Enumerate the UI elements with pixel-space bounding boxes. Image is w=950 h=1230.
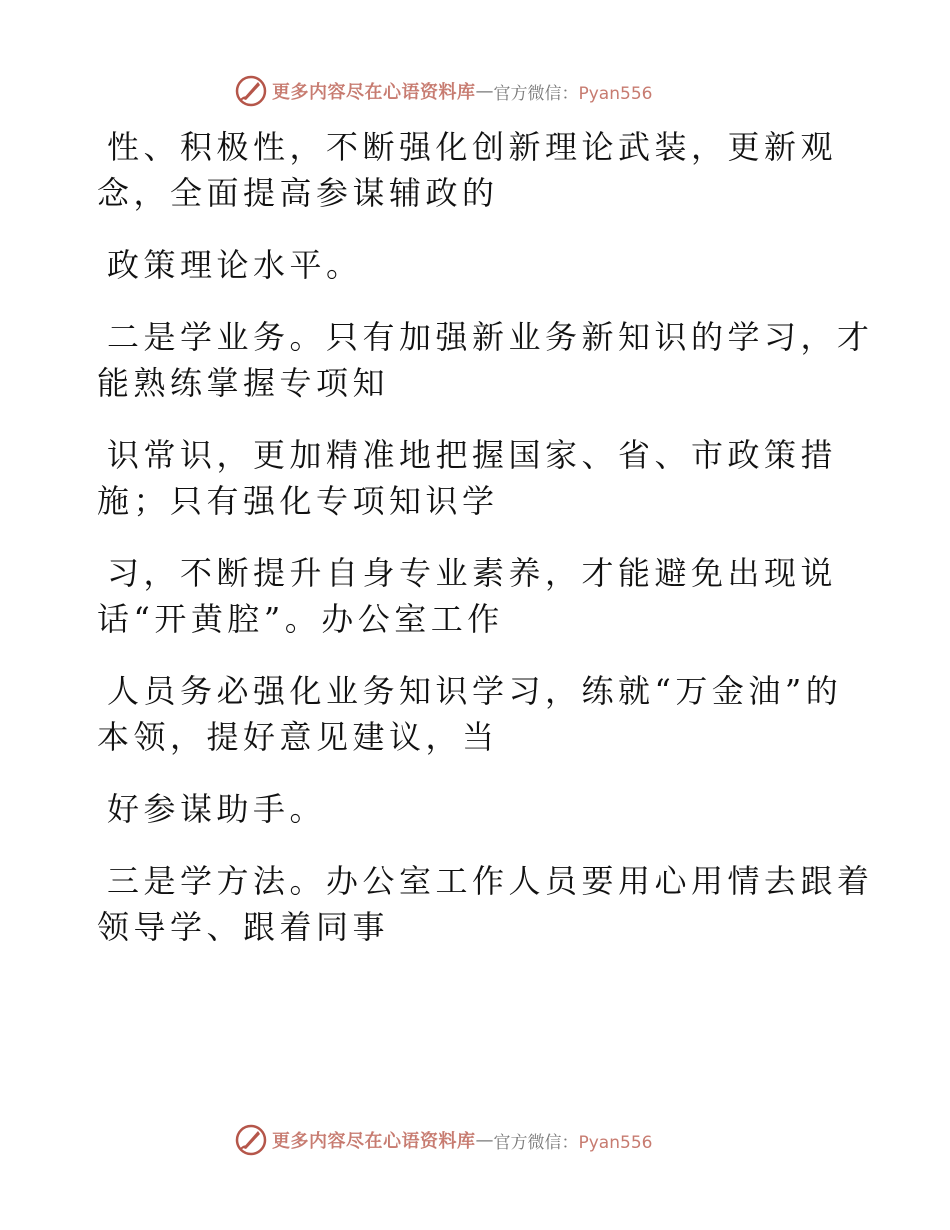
- paragraph: [97, 550, 857, 642]
- paragraph-line: 二是学业务。只有加强新业务新知识的学习，才: [107, 318, 874, 356]
- watermark-main-text: 更多内容尽在心语资料库: [272, 1131, 476, 1152]
- watermark-wechat: [494, 1128, 653, 1153]
- watermark-wechat-label: 官方微信：: [493, 83, 579, 104]
- paragraph-line: 施；只有强化专项知识学: [97, 482, 499, 520]
- watermark-dash: —: [475, 1129, 494, 1151]
- watermark-main-text: 更多内容尽在心语资料库: [272, 82, 476, 103]
- paragraph-line: 政策理论水平。: [107, 246, 363, 284]
- paragraph-line: 话“开黄腔”。办公室工作: [97, 600, 504, 638]
- watermark-dash: —: [475, 80, 494, 102]
- header-watermark: [234, 71, 652, 111]
- paragraph-line: 念，全面提高参谋辅政的: [97, 174, 499, 212]
- paragraph: [97, 432, 857, 524]
- paragraph: [97, 786, 857, 832]
- paragraph-line: 识常识，更加精准地把握国家、省、市政策措: [107, 436, 838, 474]
- paragraph-line: 三是学方法。办公室工作人员要用心用情去跟着: [107, 862, 874, 900]
- paragraph-line: 本领，提好意见建议，当: [97, 718, 499, 756]
- paragraph: [97, 242, 857, 288]
- paragraph: [97, 124, 857, 216]
- watermark-wechat-id: Pyan556: [578, 1132, 653, 1153]
- quill-circle-icon: [234, 74, 268, 108]
- paragraph: [97, 858, 874, 950]
- quill-circle-icon: [234, 1123, 268, 1157]
- paragraph-line: 能熟练掌握专项知: [97, 364, 390, 402]
- paragraph-line: 习，不断提升自身专业素养，才能避免出现说: [107, 554, 838, 592]
- watermark-wechat-label: 官方微信：: [493, 1132, 579, 1153]
- footer-watermark: [234, 1120, 652, 1160]
- paragraph-line: 性、积极性，不断强化创新理论武装，更新观: [107, 128, 838, 166]
- watermark-wechat-id: Pyan556: [578, 83, 653, 104]
- paragraph-line: 好参谋助手。: [107, 790, 327, 828]
- paragraph-line: 领导学、跟着同事: [97, 908, 390, 946]
- paragraph-line: 人员务必强化业务知识学习，练就“万金油”的: [107, 672, 843, 710]
- watermark-wechat: [494, 79, 653, 104]
- paragraph: [97, 314, 874, 406]
- paragraph: [97, 668, 857, 760]
- document-body: [97, 124, 874, 976]
